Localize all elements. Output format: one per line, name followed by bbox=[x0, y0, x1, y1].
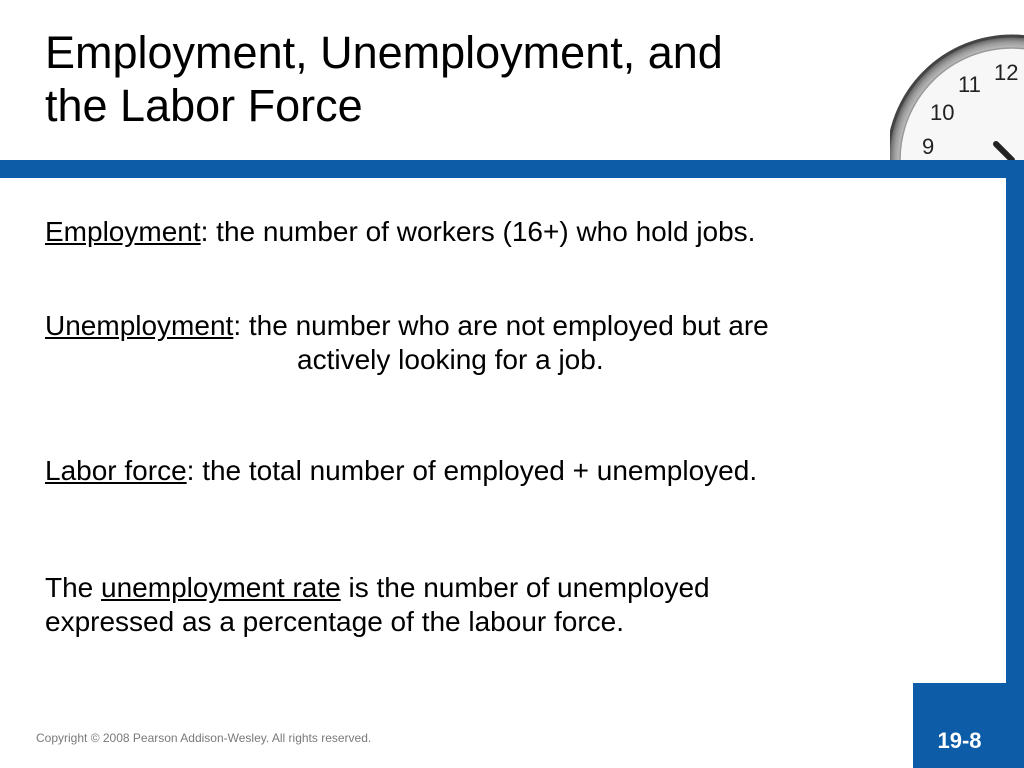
clock-numeral-11: 11 bbox=[958, 72, 981, 97]
clock-icon bbox=[890, 32, 1024, 160]
definition-labor-force-text: : the total number of employed + unemployed. bbox=[186, 455, 758, 486]
page-number: 19-8 bbox=[937, 728, 982, 753]
title-divider-bar bbox=[0, 160, 1024, 178]
definition-unemployment bbox=[45, 309, 769, 377]
term-unemployment-rate: unemployment rate bbox=[101, 572, 341, 603]
term-employment: Employment bbox=[45, 216, 201, 247]
clock-numeral-10: 10 bbox=[930, 100, 955, 125]
definition-labor-force bbox=[45, 454, 757, 488]
slide-title bbox=[45, 26, 885, 132]
definition-employment bbox=[45, 215, 755, 249]
title-line-1: Employment, Unemployment, and bbox=[45, 27, 723, 78]
term-unemployment: Unemployment bbox=[45, 310, 234, 341]
page-number-box bbox=[913, 683, 1006, 768]
unemployment-rate-definition bbox=[45, 571, 710, 639]
copyright-footer: Copyright © 2008 Pearson Addison-Wesley. All rights reserved. bbox=[36, 731, 372, 745]
clock-numeral-9: 9 bbox=[922, 134, 935, 159]
term-labor-force: Labor force bbox=[45, 455, 187, 486]
rate-text-after: is the number of unemployed bbox=[340, 572, 710, 603]
rate-text-line2: expressed as a percentage of the labour force. bbox=[45, 606, 625, 637]
definition-unemployment-text-line2: actively looking for a job. bbox=[297, 344, 604, 375]
clock-numeral-12: 12 bbox=[994, 60, 1019, 85]
rate-text-before: The bbox=[45, 572, 102, 603]
definition-unemployment-text: : the number who are not employed but are bbox=[233, 310, 769, 341]
title-line-2: the Labor Force bbox=[45, 80, 363, 131]
definition-employment-text: : the number of workers (16+) who hold jobs. bbox=[200, 216, 756, 247]
right-edge-bar bbox=[1006, 178, 1024, 768]
